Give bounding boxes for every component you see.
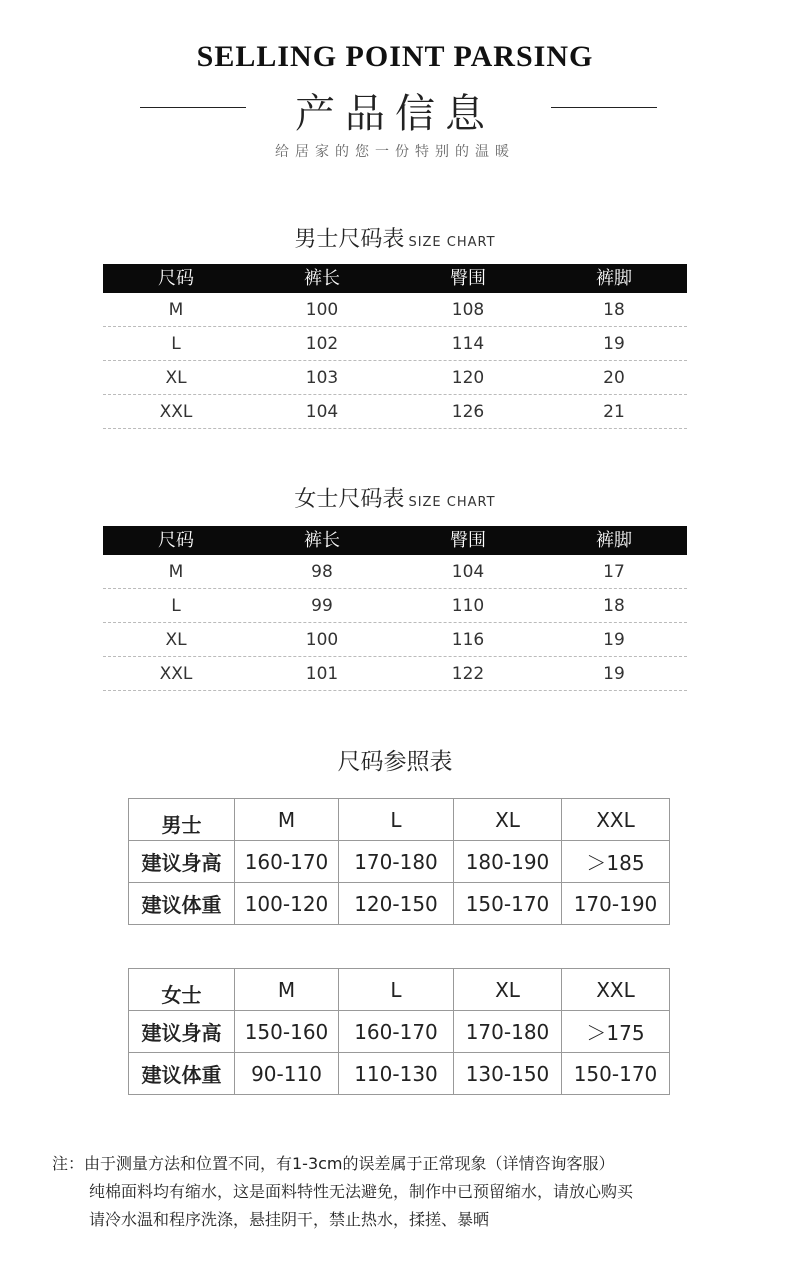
table-row	[103, 657, 687, 691]
table-cell: M	[168, 300, 184, 320]
table-cell: XXL	[159, 664, 193, 684]
table-cell: 建议身高	[129, 1011, 235, 1053]
table-cell: 19	[603, 334, 625, 354]
column-header: 裤脚	[596, 268, 632, 289]
men-chart-title-cn: 男士尺码表	[294, 227, 405, 252]
table-cell: 150-170	[562, 1053, 670, 1095]
table-cell: 170-190	[562, 883, 670, 925]
reference-title: 尺码参照表	[337, 749, 453, 775]
table-cell: XL	[454, 799, 562, 841]
table-cell: 17	[603, 562, 625, 582]
table-row	[129, 1011, 670, 1053]
table-cell: 100	[305, 300, 339, 320]
table-cell: 126	[451, 402, 485, 422]
table-cell: 120	[451, 368, 485, 388]
table-cell: 100-120	[235, 883, 339, 925]
column-header: 臀围	[450, 268, 486, 289]
table-row	[129, 883, 670, 925]
men-size-table-header	[103, 264, 687, 293]
table-row	[103, 293, 687, 327]
table-cell: 18	[603, 300, 625, 320]
table-cell: 101	[305, 664, 339, 684]
table-cell: 98	[311, 562, 333, 582]
table-row	[129, 969, 670, 1011]
table-cell: 21	[603, 402, 625, 422]
table-cell: 150-160	[235, 1011, 339, 1053]
table-cell: 男士	[129, 799, 235, 841]
table-cell: ＞185	[562, 841, 670, 883]
table-cell: 108	[451, 300, 485, 320]
table-cell: 120-150	[339, 883, 454, 925]
table-row	[103, 395, 687, 429]
column-header: 裤脚	[596, 530, 632, 551]
table-cell: 170-180	[339, 841, 454, 883]
table-cell: 90-110	[235, 1053, 339, 1095]
header-title-en: SELLING POINT PARSING	[196, 40, 594, 73]
table-cell: 122	[451, 664, 485, 684]
table-row	[103, 361, 687, 395]
header-title-row	[0, 82, 790, 137]
women-chart-title	[0, 482, 790, 513]
table-cell: XXL	[562, 799, 670, 841]
table-cell: XXL	[159, 402, 193, 422]
women-reference-table	[128, 968, 670, 1095]
table-cell: XL	[454, 969, 562, 1011]
table-row	[103, 327, 687, 361]
table-cell: 114	[451, 334, 485, 354]
column-header: 尺码	[158, 268, 194, 289]
table-cell: 20	[603, 368, 625, 388]
table-cell: 116	[451, 630, 485, 650]
table-cell: 女士	[129, 969, 235, 1011]
table-row	[129, 841, 670, 883]
table-row	[103, 623, 687, 657]
table-cell: XL	[165, 630, 187, 650]
table-cell: 160-170	[235, 841, 339, 883]
note-line: 请冷水温和程序洗涤，悬挂阴干，禁止热水，揉搓、暴晒	[89, 1210, 490, 1229]
table-cell: 150-170	[454, 883, 562, 925]
column-header: 裤长	[304, 530, 340, 551]
women-chart-title-en: SIZE CHART	[408, 495, 496, 510]
table-cell: 180-190	[454, 841, 562, 883]
table-cell: L	[339, 969, 454, 1011]
men-chart-title-en: SIZE CHART	[408, 235, 496, 250]
header-subtitle: 给居家的您一份特别的温暖	[275, 144, 515, 160]
table-cell: XL	[165, 368, 187, 388]
table-cell: 102	[305, 334, 339, 354]
table-cell: 建议体重	[129, 883, 235, 925]
men-size-table	[103, 264, 687, 429]
table-cell: 19	[603, 664, 625, 684]
table-cell: L	[339, 799, 454, 841]
table-cell: 103	[305, 368, 339, 388]
table-cell: 104	[305, 402, 339, 422]
column-header: 裤长	[304, 268, 340, 289]
table-cell: XXL	[562, 969, 670, 1011]
table-cell: 建议体重	[129, 1053, 235, 1095]
header-title-cn: 产品信息	[295, 91, 495, 137]
table-cell: L	[171, 334, 181, 354]
note-line: 注：由于测量方法和位置不同，有1-3cm的误差属于正常现象（详情咨询客服）	[52, 1154, 615, 1173]
table-cell: M	[235, 799, 339, 841]
table-cell: M	[235, 969, 339, 1011]
table-cell: 19	[603, 630, 625, 650]
table-cell: 100	[305, 630, 339, 650]
table-cell: 110	[451, 596, 485, 616]
table-row	[103, 589, 687, 623]
table-cell: 18	[603, 596, 625, 616]
note-line: 纯棉面料均有缩水，这是面料特性无法避免，制作中已预留缩水，请放心购买	[89, 1182, 634, 1201]
women-size-table	[103, 526, 687, 691]
table-cell: 建议身高	[129, 841, 235, 883]
men-chart-title	[0, 222, 790, 253]
header-divider-right	[551, 107, 657, 108]
table-cell: 130-150	[454, 1053, 562, 1095]
women-chart-title-cn: 女士尺码表	[294, 487, 405, 512]
table-cell: ＞175	[562, 1011, 670, 1053]
table-row	[129, 1053, 670, 1095]
table-cell: L	[171, 596, 181, 616]
table-row	[129, 799, 670, 841]
table-cell: 110-130	[339, 1053, 454, 1095]
women-size-table-header	[103, 526, 687, 555]
column-header: 尺码	[158, 530, 194, 551]
table-cell: 160-170	[339, 1011, 454, 1053]
notes	[52, 1150, 772, 1234]
table-cell: 170-180	[454, 1011, 562, 1053]
table-cell: 104	[451, 562, 485, 582]
table-cell: 99	[311, 596, 333, 616]
table-row	[103, 555, 687, 589]
table-cell: M	[168, 562, 184, 582]
column-header: 臀围	[450, 530, 486, 551]
men-reference-table	[128, 798, 670, 925]
